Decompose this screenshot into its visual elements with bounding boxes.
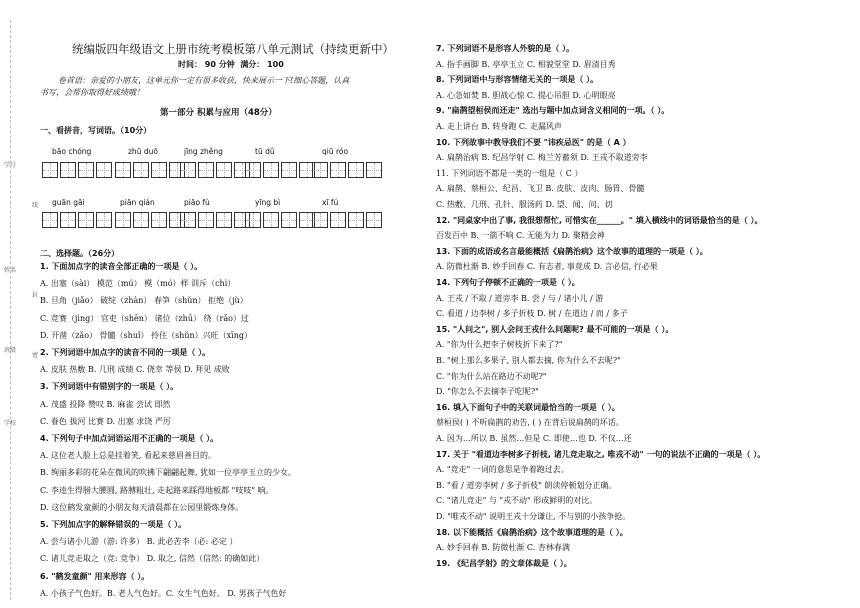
question-option: C. 眷色 拔河 比赛 D. 出塞 求饶 严厉 [40, 416, 171, 426]
pinyin-2: zhū duō [128, 147, 158, 156]
question-option: D. 开凿（zǎo） 骨髓（shuǐ） 拎住（shǔn）兴旺（xīng） [40, 330, 252, 340]
answer-box[interactable] [42, 212, 112, 228]
seal-marker: 封 [32, 292, 39, 299]
question-stem: 5. 下列加点字的解释错误的一项是（ ）。 [40, 520, 187, 529]
question-stem: 12. "同桌家中出了事, 我很想帮忙, 可惜实在______。" 填入横线中的词语最恰当的是（ ）。 [436, 215, 763, 225]
intro-line-1: 卷首语：亲爱的小朋友，这单元你一定有很多收获，快来展示一下!细心答题，认真 [58, 76, 350, 85]
school-label: 学校 [4, 420, 17, 427]
question-stem: 6. "鹤发童颜" 用来形容（ ）。 [40, 571, 150, 581]
answer-box[interactable] [245, 162, 315, 178]
question-option: D. "唯戎不动" 说明王戎十分谦让, 不与别的小孩争抢。 [436, 512, 631, 521]
question-stem: 13. 下面的成语或名言最能概括《扁鹊治病》这个故事的道理的一项是（ ）。 [436, 246, 708, 256]
question-option: A. 防微杜渐 B. 妙手回春 C. 有志者, 事竟成 D. 言必信, 行必果 [436, 262, 658, 272]
question-stem: 17. 关于 "看道边李树多子折枝, 诸儿竞走取之, 唯戎不动" 一句的说法不正确的一项是（ ）。 [436, 449, 766, 459]
class-label: 班级 [4, 347, 17, 354]
question-option: A. 王戎 / 不取 / 道旁李 B. 尝 / 与 / 诸小儿 / 游 [436, 293, 604, 303]
question-stem: 18. 以下能概括《扁鹊治病》这个故事道理的是（ ）。 [436, 527, 628, 537]
question-option: A. 茂盛 投降 赞叹 B. 麻雀 尝试 即然 [40, 399, 171, 409]
dense-marker: 密 [32, 352, 39, 359]
pinyin-8: piāo fù [184, 198, 210, 207]
pinyin-10: xī fú [322, 198, 339, 207]
answer-box[interactable] [180, 162, 250, 178]
section2-title: 二、选择题。（26分） [40, 249, 120, 258]
exam-meta [178, 60, 284, 70]
question-option: 百发百中 B. 一箭不响 C. 无能为力 D. 聚精会神 [436, 231, 605, 241]
line-marker: 线 [32, 202, 39, 209]
question-option: A. 指手画脚 B. 亭亭玉立 C. 相貌堂堂 D. 眉清目秀 [436, 59, 616, 69]
question-stem: 14. 下列句子停顿不正确的一项是（ ）。 [436, 278, 580, 287]
question-option: A. 妙手回春 B. 防微杜渐 C. 杏林春满 [436, 543, 570, 553]
question-option: A. 尝与诸小儿游（游: 许多） B. 此必苦李（必: 必定 ） [40, 537, 238, 547]
question-option: D. 这位鹤发童颜的小朋友每天清晨都在公园里锻炼身体。 [40, 502, 244, 512]
question-option: A. "竞走" 一词的意思是争着跑过去。 [436, 465, 569, 475]
name-label: 姓名 [4, 267, 17, 274]
answer-box[interactable] [312, 162, 382, 178]
answer-box[interactable] [115, 212, 185, 228]
question-option: B. "树上那么多果子, 别人都去摘, 你为什么不去呢?" [436, 356, 621, 365]
question-option: C. "你为什么站在路边不动呢?" [436, 371, 547, 381]
question-stem: 4. 下列句子中加点词语运用不正确的一项是（ ）。 [40, 434, 219, 443]
pinyin-6: guān gāi [52, 198, 85, 207]
question-option: A. 小孩子气色好。B. 老人气色好。C. 女生气色好。 D. 男孩子气色好 [40, 588, 287, 598]
question-option: C. 诸儿竞走取之（竞: 竞争） D. 取之, 信然（信然: 的确如此） [40, 554, 265, 564]
part1-title: 第一部分 积累与应用（48分） [160, 108, 277, 118]
time-unit: 分钟 [218, 60, 235, 69]
question-option: A. 走上讲台 B. 转身跑 C. 走漏风声 [436, 122, 562, 131]
question-option: C. 看道 / 边李树 / 多子折枝 D. 树 / 在道边 / 而 / 多子 [436, 309, 628, 319]
question-stem: 10. 下列故事中教导我们不要 "讳疾忌医" 的是（ A ） [436, 137, 631, 147]
question-option: A. 心急如焚 B. 胆战心惊 C. 提心吊胆 D. 心明眼亮 [436, 90, 616, 100]
question-stem: 15. "人问之", 别人会问王戎什么问题呢? 最不可能的一项是（ ）。 [436, 324, 674, 334]
pinyin-5: qiū róo [322, 147, 349, 156]
question-stem: 9. "扁鹊望桓侯而还走" 选出与题中加点词含义相同的一项。（ ）。 [436, 106, 670, 116]
question-stem: 7. 下列词语不是形容人外貌的是（ ）。 [436, 44, 575, 53]
student-id-label: 学号 [4, 162, 17, 169]
exam-title: 统编版四年级语文上册市统考模板第八单元测试（持续更新中） [72, 42, 394, 56]
pinyin-3: jīng zhěng [184, 147, 223, 156]
time-label: 时间： [178, 60, 202, 69]
section1-title: 一、看拼音，写词语。（10分） [40, 126, 152, 135]
question-option: A. 扁鹊、蔡桓公、纪昌、飞卫 B. 皮肤、皮肉、肠胃、骨髓 [436, 184, 645, 194]
answer-box[interactable] [312, 212, 382, 228]
question-stem: 2. 下列词语中加点字的读音不同的一项是（ ）。 [40, 348, 211, 357]
question-option: C. 李逵生得膀大腰圆, 路膊粗壮, 走起路来踩得地板都 "吱吱" 响。 [40, 485, 274, 495]
question-option: A. 因为…所以 B. 虽然…但是 C. 即使…也 D. 不仅…还 [436, 434, 632, 443]
question-option: B. 绚丽多彩的花朵在微风的吹拂下翩翩起舞, 犹如一位亭亭玉立的少女。 [40, 468, 297, 478]
answer-box[interactable] [245, 212, 315, 228]
question-option: B. 旦角（jiǎo） 破绽（zhàn） 春笋（shǔn） 拒绝（jù） [40, 296, 248, 306]
answer-box[interactable] [115, 162, 185, 178]
score-value: 100 [267, 60, 284, 69]
question-option: C. "诸儿竞走" 与 "戎不动" 形成鲜明的对比。 [436, 496, 598, 506]
score-label: 满分： [240, 60, 265, 69]
pinyin-1: bāo chóng [52, 147, 92, 156]
pinyin-9: yīng bì [255, 198, 281, 207]
question-option: C. 热敷、几刑、孔针、服汤药 D. 望、闻、问、切 [436, 200, 613, 209]
question-stem: 1. 下面加点字的读音全部正确的一项是（ ）。 [40, 262, 203, 271]
question-option: A. "你为什么把李子树枝折下来了?" [436, 340, 563, 350]
answer-box[interactable] [180, 212, 250, 228]
question-stem: 8. 下列词语中与形容情绪无关的一项是（ ）。 [436, 75, 599, 85]
question-option: 11. 下列词语不都是一类的一组是（ C ） [436, 168, 583, 178]
question-option: A. 出塞（sài） 模范（mú） 模（mó）样 训斥（chì） [40, 279, 236, 289]
question-stem: 3. 下列词语中有错别字的一项是（ ）。 [40, 382, 179, 392]
question-option: A. 扁鹊治病 B. 纪昌学射 C. 梅兰芳蓄须 D. 王戎不取道旁李 [436, 153, 648, 163]
answer-box[interactable] [42, 162, 112, 178]
question-option: 蔡桓侯( ) 不听扁鹊的劝告, ( ) 在背后说扁鹊的坏话。 [436, 418, 624, 428]
pinyin-4: tū dǔ [255, 147, 275, 156]
intro-line-2: 书写，会帮你取得好成绩哦！ [40, 88, 144, 97]
question-option: A. 皮肤 热敷 B. 几刑 成绩 C. 侥幸 等侯 D. 拜见 成败 [40, 365, 230, 375]
question-option: C. 竞赛（jìng） 官吏（shēn） 诸位（zhū） 绕（rǎo）过 [40, 313, 249, 323]
binding-dashed-line [10, 20, 11, 600]
question-stem: 16. 填入下面句子中的关联词最恰当的一项是（ ）。 [436, 402, 620, 412]
pinyin-7: piān qián [120, 198, 155, 207]
question-stem: 19. 《纪昌学射》的文章体裁是（ ）。 [436, 558, 572, 568]
time-value: 90 [204, 60, 216, 69]
question-option: A. 这位老人脸上总是挂着笑, 看起来慈眉善目的。 [40, 451, 216, 461]
question-option: D. "你怎么不去摘李子吃呢?" [436, 387, 539, 397]
question-option: B. "看 / 道旁李树 / 多子折枝" 朗读停顿划分正确。 [436, 480, 617, 490]
